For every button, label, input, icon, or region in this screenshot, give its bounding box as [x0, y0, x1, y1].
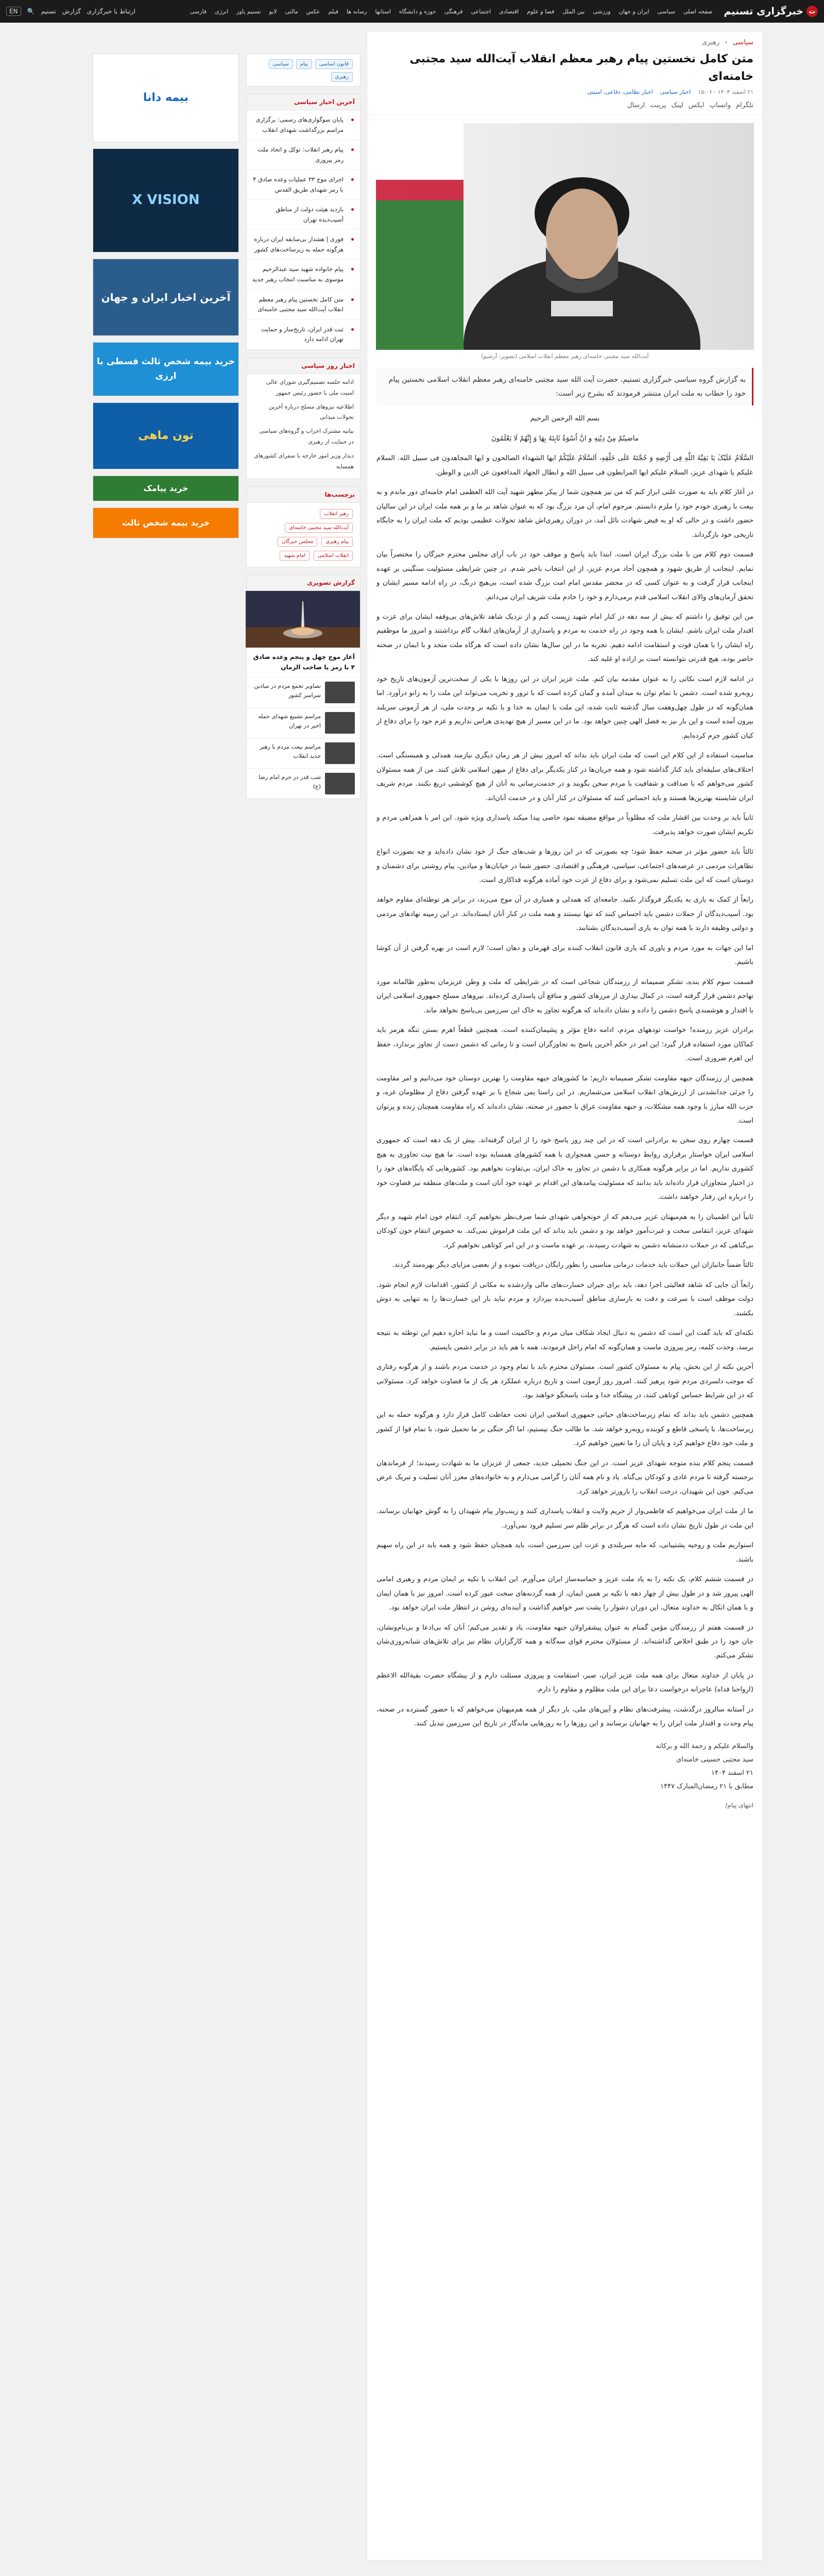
latest-news-list — [247, 110, 360, 350]
tag-item[interactable]: انقلاب اسلامی — [314, 551, 353, 561]
daily-news-list — [247, 374, 360, 479]
latest-news-item[interactable] — [247, 230, 360, 260]
share-bar — [367, 98, 763, 115]
tag-item[interactable]: رهبر انقلاب — [320, 509, 353, 519]
article-paragraph: ثانیاً باید بر وحدت بین اقشار ملت که مطلوباً در مواقع مضیقه نمود خاصی پیدا میکند پاسداری ویژه شود. این امر با همراهی مردم و تکریم ایشان صورت خواهد پذیرفت. — [376, 814, 753, 836]
x-icon[interactable]: ایکس — [688, 101, 705, 110]
article-paragraph: السَّلَامُ عَلَیْکَ یَا بَقِیَّةَ اللَّهِ فِی أَرْضِهِ وَ حُجَّتَهُ عَلَی خَلْقِهِ، اَلسَّلَامُ عَلَیْکُمْ ایها الشهداء الصالحون و ایها المجاهدون فی سبیل الله. السلام علیکم یا شهدای عزیز، السلام علیکم ایها المرابطون فی سبیل الله و ابطال الجهاد المدافعون عن الدین و الوطن. — [376, 454, 753, 477]
article-paragraph: ثالثاً باید حضور مؤثر در صحنه حفظ شود؛ چه بصورتی که در این روزها و شب‌های جنگ از خود نشان داده‌اید و چه بصورت انواع تظاهرات مردمی در عرصه‌های اجتماعی، سیاسی، فرهنگی و اقتصادی. حضور شما در خیابان‌ها و میادین، پیام روشنی برای دشمنان و دوستان است که این ملت تسلیم نمی‌شود و برای دفاع از عزت خود آماده هرگونه فداکاری است. — [376, 848, 753, 884]
tag-item[interactable]: آیت‌الله سید مجتبی خامنه‌ای — [285, 523, 353, 533]
article-paragraph: قسمت پنجم کلام بنده متوجه شهدای عزیز است. در این جنگ تحمیلی جدید، جمعی از عزیزان ما به شهادت رسیدند؛ از فرماندهان برجسته گرفته تا مردم عادی و کودکان بی‌گناه. یاد و نام همه آنان را گرامی می‌دارم و به خانواده‌های معزز آنان تسلیت و تبریک عرض می‌کنم. خون این شهیدان، درخت انقلاب را بارورتر خواهد کرد. — [376, 1459, 753, 1496]
latest-news-item[interactable] — [247, 200, 360, 230]
top-tag[interactable]: سیاسی — [269, 59, 293, 69]
latest-news-item[interactable] — [247, 290, 360, 320]
nav-item[interactable]: فرهنگی — [444, 8, 463, 15]
article-paragraph: رابعاً آن جایی که شاهد فعالیتی اجرا دهد، باید برای جبران خسارت‌های مالی واردشده به مکانی از کشور، اقدامات لازم انجام شود. دولت موظف است با سرعت و دقت به بازسازی مناطق آسیب‌دیده بپردازد و مردم نباید بار این خسارت‌ها را به تنهایی به دوش بکشند. — [376, 1281, 753, 1317]
news-bullet: • — [350, 146, 355, 155]
nav-item[interactable]: بین الملل — [562, 8, 585, 15]
tool-1[interactable]: ارتباط با خبرگزاری — [87, 8, 135, 15]
article-paragraph: ثانیاً این اطمینان را به هم‌میهنان عزیز می‌دهم که از خونخواهی شهدای شما صرف‌نظر نخواهیم کرد. انتقام خون امام شهید و دیگر شهدای عزیز، انتقامی سخت و عبرت‌آموز خواهد بود و دشمن باید بداند که این ملت فراموش نمی‌کند. به خصوص انتقام خون کودکان بی‌گناهی که در حملات ددمنشانه دشمن به شهادت رسیدند، بر عهده ماست و در این امر کوتاهی نخواهیم کرد. — [376, 1213, 753, 1249]
photo-thumbnail — [325, 682, 355, 703]
article-end-marker: انتهای پیام/ — [725, 1801, 753, 1809]
latest-news-item[interactable] — [247, 110, 360, 140]
site-logo[interactable] — [724, 6, 818, 17]
article-paragraph: در قسمت هفتم از رزمندگان مؤمن گمنام به عنوان پیشقراولان جبهه مقاومت، یاد و تقدیر می‌کنم؛ آنان که بی‌ادعا و بی‌نام‌ونشان، جان خود را در طبق اخلاص گذاشته‌اند. از مسئولان محترم قوای سه‌گانه و همه کارگزاران نظام نیز برای تلاش‌های شبانه‌روزی‌شان تشکر می‌کنم. — [376, 1623, 753, 1660]
ad-sms[interactable]: خرید پیامک — [93, 476, 239, 501]
article-paragraph: همچنین دشمن باید بداند که تمام زیرساخت‌های حیاتی جمهوری اسلامی ایران تحت حفاظت کامل قرار دارد و هرگونه حمله به این زیرساخت‌ها، با پاسخی قاطع و کوبنده روبه‌رو خواهد شد. ما طالب جنگ نیستیم، اما اگر جنگی بر ما تحمیل شود، با تمام قوا از کشور و ملت خود دفاع خواهیم کرد و پایان آن را ما تعیین خواهیم کرد. — [376, 1411, 753, 1448]
tag-item[interactable]: مجلس خبرگان — [278, 537, 317, 547]
nav-item[interactable]: اجتماعی — [471, 8, 491, 15]
daily-news-head: اخبار روز سیاسی — [247, 358, 360, 374]
news-bullet: • — [350, 236, 355, 245]
hero-image — [376, 123, 754, 350]
latest-news-box — [246, 94, 360, 350]
latest-news-item[interactable] — [247, 260, 360, 290]
article-paragraph: قسمت چهارم روی سخن به برادرانی است که در این چند روز پاسخ خود را از ایران گرفته‌اند. بیش از یک دهه است که جمهوری اسلامی ایران خواستار برقراری روابط دوستانه و حسن همجواری با همه کشورهای همسایه بوده است. ما هیچ نیت تجاوزی به هیچ کشوری نداریم. اما در برابر هرگونه همکاری با دشمن در تجاوز به خاک ایران، بی‌تفاوت نخواهیم بود. کشورهایی که پایگاه‌های خود را در اختیار متجاوزان قرار داده‌اند باید بدانند که مسئولیت پیامدهای این اقدام بر عهده خود آنان است و ملت‌های منطقه نیز قضاوت خود را درباره این رفتار خواهند داشت. — [376, 1137, 753, 1201]
nav-item[interactable]: فیلم — [328, 8, 338, 15]
photo-item[interactable] — [247, 768, 360, 799]
nav-item[interactable]: استانها — [375, 8, 391, 15]
article-meta — [367, 89, 763, 98]
photo-item-title: مراسم بیعت مردم با رهبر جدید انقلاب — [260, 743, 321, 760]
paragraph-list — [376, 451, 753, 1731]
latest-news-item[interactable] — [247, 320, 360, 350]
breadcrumb-item[interactable]: رهبری — [701, 39, 720, 46]
latest-news-text: فوری | هشدار بی‌سابقه ایران درباره هرگونه حمله به زیرساخت‌های کشور — [254, 235, 344, 253]
image-caption: آیت‌الله سید مجتبی خامنه‌ای رهبر معظم انقلاب اسلامی (تصویر: آرشیو) — [481, 353, 649, 360]
tag-list — [247, 503, 360, 567]
nav-item[interactable]: فضا و علوم — [527, 8, 555, 15]
article-paragraph: اما این جهات به مورد مردم و یاوری که یاری قانون انقلاب کننده برای قهرمان و دهان است؛ لازم است در بهره گرفتن از آن کوشا باشیم. — [376, 944, 753, 967]
photo-report-title[interactable]: آغاز موج چهل و پنجم وعده صادق ۴ با رمز یا صاحب الزمان — [253, 653, 355, 671]
article-date: ۲۱ اسفند ۱۴۰۴ - ۱۵:۰۶ — [698, 89, 753, 96]
latest-news-text: پیام خانواده شهید سید عبدالرحیم موسوی به مناسبت انتخاب رهبر جدید — [252, 265, 344, 283]
article-paragraph: در آغاز کلام باید به صورت علنی ابراز کنم که من نیز همچون شما از پیکر مطهر شهید آیت الله العظمی امام خامنه‌ای دور ماندم و به بیعت با رهبری خودم خود را ملزم دانستم. مرحوم امام، آن مرد بزرگ بود که به عنوان شاهد بر ما و بر همه ملت ایران در این سالیان حضور داشت و در حالی که او به فیض شهادت نائل آمد، در دوران رهبری‌اش شاهد تحولات عظیمی بودیم که ملت ایران را به جایگاه تاریخی خود بازگرداند. — [376, 488, 753, 539]
bismillah: بسم الله الرحمن الرحیم — [530, 415, 600, 423]
closing: والسلام علیکم و رحمة الله و برکاته — [656, 1742, 753, 1750]
nav-item[interactable]: اقتصادی — [499, 8, 519, 15]
news-bullet: • — [350, 206, 355, 215]
tag-item[interactable]: امام شهید — [280, 551, 310, 561]
news-sidebar — [246, 54, 360, 868]
nav-item[interactable]: ایران و جهان — [619, 8, 649, 15]
photo-item[interactable] — [247, 738, 360, 768]
site-name: خبرگزاری تسنیم — [724, 6, 803, 17]
article-body — [367, 411, 763, 1739]
print-icon[interactable]: پرینت — [650, 101, 666, 110]
signature-date-hijri: مطابق با ۲۱ رمضان‌المبارک ۱۴۴۷ — [660, 1782, 753, 1790]
article-paragraph: ما از ملت ایران می‌خواهیم که فاطمی‌وار از حریم ولایت و انقلاب پاسداری کنند و زینب‌وار پیام شهیدان را به گوش جهانیان برسانند. این ملت در طول تاریخ نشان داده است که هرگز در برابر ظلم سر تسلیم فرود نمی‌آورد. — [376, 1507, 753, 1530]
ad-third-party[interactable]: خرید بیمه شخص ثالث — [93, 507, 239, 538]
news-bullet: • — [350, 266, 355, 275]
breadcrumb: سیاسی › رهبری — [701, 39, 753, 46]
tool-2[interactable]: گزارش — [62, 8, 81, 15]
photo-thumbnail — [325, 742, 355, 764]
top-tag[interactable]: پیام — [296, 59, 312, 69]
verse: ماضیتُمْ مِنْ دِیْنِهِ و انَّ اُسْوَةٌ ثَابِتَهُ بِهَا وَ إِنَّهُمْ لَا یَعْلَمُونَ — [491, 434, 639, 443]
photo-report-head: گزارش تصویری — [247, 575, 360, 591]
nav-item[interactable]: حوزه و دانشگاه — [399, 8, 436, 15]
photo-item[interactable] — [247, 677, 360, 707]
nav-item[interactable]: عکس — [306, 8, 320, 15]
missile-launch-image — [246, 591, 360, 648]
signature-date: ۲۱ اسفند ۱۴۰۴ — [711, 1769, 753, 1777]
latest-news-text: پایان سوگواری‌های رسمی: برگزاری مراسم بزرگداشت شهدای انقلاب — [255, 116, 344, 133]
tags-box — [246, 486, 360, 567]
daily-news-item[interactable]: اطلاعیه نیروهای مسلح درباره آخرین تحولات میدانی — [268, 403, 354, 421]
nav-item[interactable]: فارسی — [190, 8, 207, 15]
latest-news-text: پیام رهبر انقلاب: توکل و اتحاد ملت رمز پیروزی — [257, 146, 344, 163]
top-tags-box — [246, 54, 360, 87]
nav-item[interactable]: مالتی — [285, 8, 298, 15]
article-paragraph: در قسمت ششم کلام، یک نکته را به یاد ملت عزیز و حماسه‌ساز ایران می‌آورم. این انقلاب با تکیه بر ایمان مردم و رهبری امامی الهی پیروز شد و در طول بیش از چهار دهه با تکیه بر همین ایمان، از همه گردنه‌های سخت عبور کرده است. امروز نیز با همان ایمان و با همان اتکال به خداوند متعال، این دوران دشوار را پشت سر خواهیم گذاشت و آینده‌ای روشن در انتظار ملت ایران خواهد بود. — [376, 1575, 753, 1612]
photo-thumbnail — [325, 712, 355, 734]
search-icon[interactable]: 🔍 — [27, 8, 35, 15]
link-icon[interactable]: لینک — [671, 101, 683, 110]
photo-report-box — [246, 574, 360, 799]
top-tags — [247, 54, 360, 86]
telegram-icon[interactable]: تلگرام — [736, 101, 753, 110]
signature-block — [367, 1740, 763, 1794]
signature: سید مجتبی حسینی خامنه‌ای — [676, 1755, 753, 1764]
article-title: متن کامل نخستین پیام رهبر معظم انقلاب آیت‌الله سید مجتبی خامنه‌ای — [409, 53, 753, 83]
article-paragraph: استواریم ملت و روحیه پشتیبانی، که مایه سربلندی و عزت این سرزمین است، باید همچنان حفظ شود و همه باید در این راه سهیم باشند. — [376, 1541, 753, 1564]
daily-news-item[interactable]: دیدار وزیر امور خارجه با سفرای کشورهای همسایه — [254, 452, 354, 470]
header-tools — [6, 7, 135, 16]
article-paragraph: در ادامه لازم است نکاتی را به عنوان مقدمه بیان کنم. ملت عزیز ایران در این روزها با یکی از سخت‌ترین آزمون‌های تاریخ خود روبه‌رو شده است. دشمن با تمام توان به میدان آمده و گمان کرده است که با ترور و تخریب می‌تواند این ملت را به زانو درآورد. اما همان‌گونه که در طول چهل‌وهفت سال گذشته ثابت شده، این ملت با ایمان به خدا و با تکیه بر وحدت ملی، از هر آزمونی سربلند بیرون آمده است و این بار نیز به فضل الهی چنین خواهد بود. ما در این مسیر از هیچ تهدیدی هراس نداریم و عزم خود را برای دفاع از کیان کشور جزم کرده‌ایم. — [376, 675, 753, 740]
news-bullet: • — [350, 326, 355, 334]
whatsapp-icon[interactable]: واتساپ — [709, 101, 731, 110]
top-tag[interactable]: رهبری — [331, 72, 353, 82]
news-bullet: • — [350, 176, 355, 185]
photo-item-title: تصاویر تجمع مردم در میادین سراسر کشور — [254, 682, 321, 699]
latest-news-head: آخرین اخبار سیاسی — [247, 94, 360, 110]
nav-item[interactable]: ورزشی — [593, 8, 611, 15]
article-paragraph: من این توفیق را داشتم که بیش از سه دهه در کنار امام شهید زیست کنم و از نزدیک شاهد تلاش‌های بی‌وقفه ایشان برای عزت و اقتدار ملت ایران باشم. ایشان با همه وجود در راه خدمت به مردم و پاسداری از آرمان‌های انقلاب گام برداشتند و امروز ما موظفیم راه ایشان را با همان قوت و استقامت ادامه دهیم. تجربه ما در این سال‌ها نشان داده است که هرگاه ملت متحد و با ایمان در صحنه حاضر بوده، هیچ قدرتی نتوانسته است بر اراده او غلبه کند. — [376, 613, 753, 664]
article-paragraph: قسمت سوم کلام بنده، تشکر صمیمانه از رزمندگان شجاعی است که در شرایطی که ملت و وطن عزیزمان به‌طور ظالمانه مورد تهاجم دشمن قرار گرفته است، در کمال بیداری از مرزهای کشور و منافع آن پاسداری کرده‌اند. نیروهای مسلح جمهوری اسلامی ایران با اقتدار و هوشمندی پاسخ دشمن را داده و نشان داده‌اند که هرگونه تجاوز به خاک این سرزمین بی‌پاسخ نخواهد ماند. — [376, 978, 753, 1014]
nav-item[interactable]: انرژی — [215, 8, 229, 15]
daily-news-box — [246, 358, 360, 479]
latest-news-text: متن کامل نخستین پیام رهبر معظم انقلاب آیت‌الله سید مجتبی خامنه‌ای — [258, 295, 344, 313]
latest-news-item[interactable] — [247, 170, 360, 200]
ad-insurance[interactable]: خرید بیمه شخص ثالث قسطی با ارزی — [93, 342, 239, 396]
nav-item[interactable]: سیاسی — [657, 8, 675, 15]
article-paragraph: در آستانه سالروز درگذشت، پیشرفت‌های نظام و آیین‌های ملی، بار دیگر از همه هم‌میهنان می‌خواهم که با حضور گسترده در صحنه، پیام وحدت و اقتدار ملت ایران را به جهانیان برسانند و این روزها را به روزهایی ماندگار در تاریخ این سرزمین تبدیل کنند. — [376, 1705, 753, 1728]
news-bullet: • — [350, 116, 355, 125]
nav-item[interactable]: صفحه اصلی — [683, 8, 713, 15]
ad-bime-dana[interactable]: بیمه دانا — [93, 54, 239, 142]
ad-column — [93, 54, 239, 589]
nav-item[interactable]: تسنیم پاور — [236, 8, 261, 15]
lang-switch[interactable]: EN — [6, 7, 21, 16]
latest-news-text: بازدید هیئت دولت از مناطق آسیب‌دیده تهران — [276, 206, 344, 223]
latest-news-text: اجرای موج ۳۳ عملیات وعده صادق ۴ با رمز شهدای طریق القدس — [253, 176, 344, 193]
article-paragraph: قسمت دوم کلام من با ملت بزرگ ایران است. ابتدا باید پاسخ و موقف خود در باب آرای مجلس محترم خبرگان را مختصراً بیان نمایم. اینجانب از طریق شهود و همچون آحاد مردم عزیز، از این انتخاب باخبر شدم. در چنین شرایطی مسئولیت سنگینی بر عهده اینجانب قرار گرفت و به عنوان کسی که در محضر مقدس امام امت بزرگ شده است، بی‌هیچ درنگ، در راه ادامه مسیر ایشان و تحقق آرمان‌های والای انقلاب اسلامی قدم برمی‌دارم و خود را خادم ملت شریف ایران می‌دانم. — [376, 551, 753, 601]
article-paragraph: همچنین از رزمندگان جبهه مقاومت تشکر صمیمانه داریم؛ ما کشورهای جبهه مقاومت را بهترین دوستان خود می‌دانیم و امر مقاومت را جزئی جدانشدنی از ارزش‌های انقلاب اسلامی می‌شماریم. در این راستا یمن شجاع با بر عهده گرفتن دفاع از مظلومان غزه، و حزب الله مبارز با وجود همه مشکلات، و جبهه مقاومت عراق با حضور در صحنه، نشان داده‌اند که راه مقاومت همچنان زنده و پرتوان است. — [376, 1074, 753, 1125]
article-container — [367, 31, 763, 2561]
ad-latest-news[interactable]: آخرین اخبار ایران و جهان — [93, 259, 239, 336]
article-section[interactable]: اخبار نظامی، دفاعی، امنیتی — [587, 89, 653, 96]
top-tag[interactable]: قانون اساسی — [315, 59, 353, 69]
ad-x-vision[interactable]: X VISION — [93, 148, 239, 252]
tag-item[interactable]: پیام رهبری — [321, 537, 353, 547]
photo-thumbnail — [325, 773, 355, 794]
article-paragraph: در پایان از خداوند متعال برای همه ملت عزیز ایران، صبر، استقامت و پیروزی مسئلت دارم و از پیشگاه حضرت بقیة‌الله الاعظم (ارواحنا فداه) عاجزانه درخواست دعا برای این ملت مظلوم و مقاوم را دارم. — [376, 1671, 753, 1694]
photo-item-title: مراسم تشییع شهدای حمله اخیر در تهران — [258, 713, 321, 730]
send-icon[interactable]: ارسال — [627, 101, 645, 110]
breadcrumb-item[interactable]: سیاسی — [732, 39, 753, 46]
tags-head: برچسب‌ها — [247, 487, 360, 503]
nav-item[interactable]: رسانه ها — [346, 8, 367, 15]
nav-item[interactable]: لایو — [269, 8, 277, 15]
article-paragraph: برادران عزیز رزمنده! خواست تودههای مردم، ادامه دفاع مؤثر و پشیمان‌کننده است. همچنین قطعاً اهرم بستن تنگه هرمز باید کماکان مورد استفاده قرار گیرد؛ این امر در حکم آخرین پاسخ به تجاوزگران است و تا زمانی که دشمن دست از تجاوز برندارد، حفظ این اهرم ضروری است. — [376, 1026, 753, 1063]
photo-report-list — [247, 677, 360, 799]
article-paragraph: نکته‌ای که باید گفت این است که دشمن به دنبال ایجاد شکاف میان مردم و حاکمیت است و ما نباید اجازه دهیم این توطئه به نتیجه برسد. وحدت کلمه، رمز پیروزی ماست و همان‌گونه که امام راحل فرمودند، همه با هم باید در برابر دشمن بایستیم. — [376, 1329, 753, 1351]
photo-item[interactable] — [247, 707, 360, 738]
tasnim-logo-icon: ت — [806, 6, 818, 17]
ad-tuna[interactable]: تون ماهی — [93, 402, 239, 469]
article-paragraph: رابعاً از کمک به یاری به یکدیگر فروگذار نکنید. جامعه‌ای که همدلی و همیاری در آن موج می‌زند، در برابر هر توطئه‌ای مقاوم خواهد بود. آسیب‌دیدگان از حملات دشمن باید احساس کنند که تنها نیستند و همه ملت در کنار آنان ایستاده‌اند. در این زمینه نهادهای مردمی و دولتی وظیفه دارند با همه توان به یاری آسیب‌دیدگان بشتابند. — [376, 896, 753, 933]
article-lead: به گزارش گروه سیاسی خبرگزاری تسنیم، حضرت آیت الله سید مجتبی خامنه‌ای رهبر معظم انقلاب اسلامی نخستین پیام خود را خطاب به ملت ایران منتشر فرمودند که بشرح زیر است: — [376, 368, 753, 405]
photo-item-title: شب قدر در حرم امام رضا (ع) — [259, 773, 321, 790]
tool-3[interactable]: تسنیم — [41, 8, 56, 15]
article-category[interactable]: اخبار سیاسی — [660, 89, 691, 96]
article-paragraph: ثالثاً ضمناً جانبازان این حملات باید خدمات درمانی مناسبی را بطور رایگان دریافت نموده و از بعضی مزایای دیگر بهره‌مند گردند. — [392, 1261, 753, 1269]
photo-report-image[interactable] — [247, 591, 360, 648]
latest-news-item[interactable] — [247, 140, 360, 170]
article-paragraph: مناسبت استفاده از این کلام این است که ملت ایران باید بداند که امروز بیش از هر زمان دیگری نیازمند همدلی و همبستگی است. اختلاف‌های سلیقه‌ای باید کنار گذاشته شود و همه جریان‌ها در کنار یکدیگر برای دفاع از میهن اسلامی تلاش کنند. من از همه مسئولان کشور می‌خواهم که با صداقت و شفافیت با مردم سخن بگویند و در خدمت‌رسانی به آنان از هیچ کوششی دریغ نکنند. مردم شریف ایران شایسته بهترین‌ها هستند و باید احساس کنند که مسئولان در کنار آنان و در خدمت آنان‌اند. — [376, 752, 753, 802]
news-bullet: • — [350, 296, 355, 304]
main-nav — [190, 8, 713, 15]
daily-news-item[interactable]: ادامه جلسه تصمیم‌گیری شورای عالی امنیت ملی با حضور رئیس جمهور — [266, 378, 354, 396]
top-navbar — [0, 0, 824, 23]
latest-news-text: ثبت قدر ایران، تاریخ‌ساز و حمایت تهران ادامه دارد — [261, 325, 344, 343]
article-paragraph: آخرین نکته از این بخش، پیام به مسئولان کشور است. مسئولان محترم باید با تمام وجود در خدمت مردم باشند و از هرگونه رفتاری که موجب دلسردی مردم شود پرهیز کنند. امروز روز آزمون است و تاریخ درباره عملکرد هر یک از ما قضاوت خواهد کرد. مسئولانی که در این شرایط حساس کوتاهی کنند، در پیشگاه خدا و ملت پاسخگو خواهند بود. — [376, 1363, 753, 1399]
daily-news-item[interactable]: بیانیه مشترک احزاب و گروه‌های سیاسی در حمایت از رهبری — [259, 428, 354, 446]
